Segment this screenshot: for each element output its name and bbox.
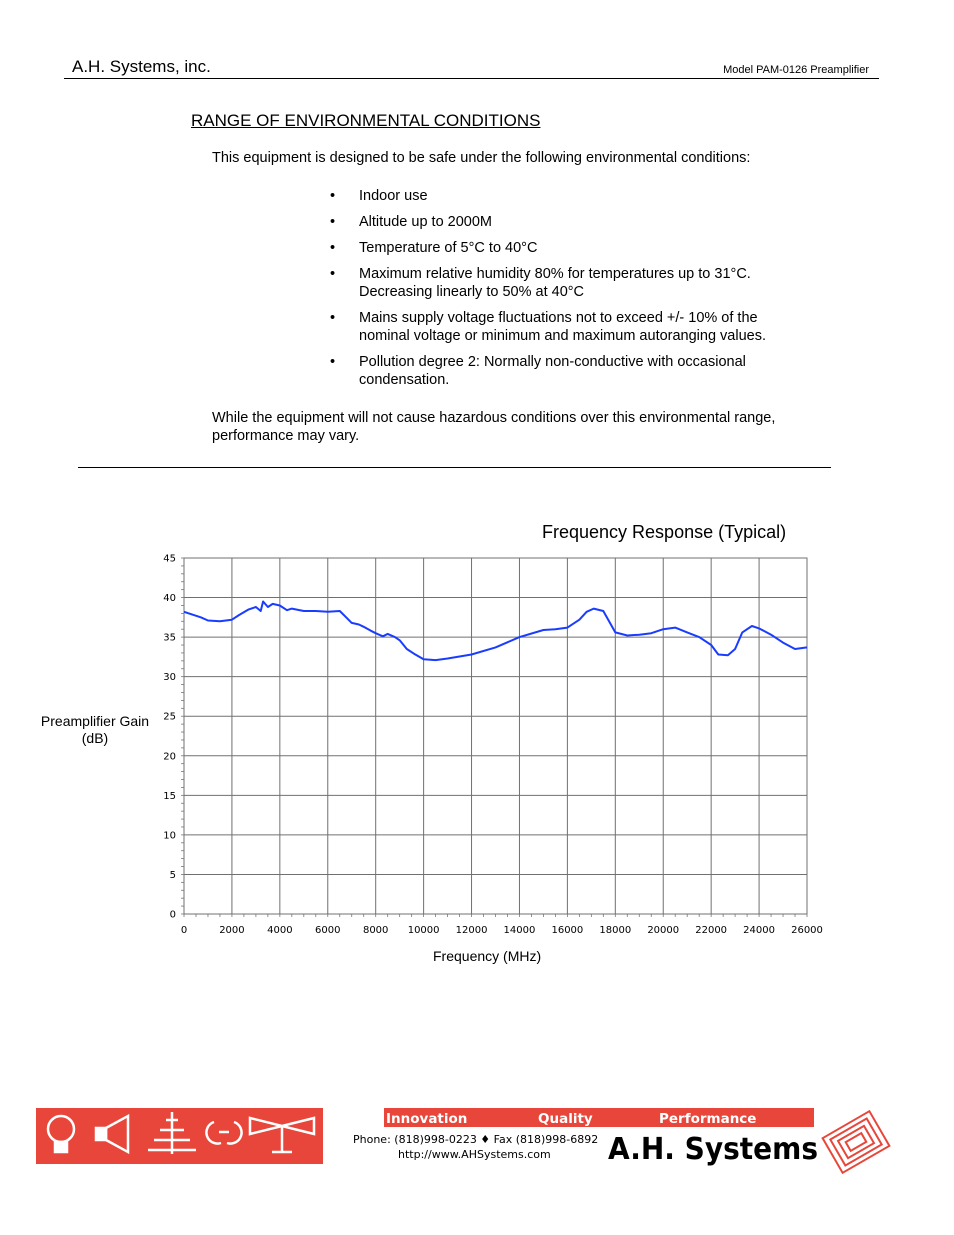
- plot-area: [184, 558, 807, 914]
- footer-brand-name: A.H. Systems: [608, 1132, 818, 1167]
- section-closing-text: While the equipment will not cause hazardous conditions over this environmental range, performance may vary.: [212, 410, 776, 444]
- footer-banner: [36, 1108, 906, 1183]
- slogan-innovation: Innovation: [386, 1111, 468, 1127]
- bullet-icon: •: [330, 354, 336, 370]
- y-tick-label: 15: [163, 790, 176, 802]
- brand-spiral-logo-icon: [823, 1111, 890, 1173]
- header-model-name: Model PAM-0126 Preamplifier: [723, 64, 869, 76]
- chart-title: Frequency Response (Typical): [542, 522, 787, 542]
- y-tick-label: 25: [163, 711, 176, 723]
- header-company-name: A.H. Systems, inc.: [72, 57, 211, 76]
- x-tick-label: 16000: [551, 925, 584, 936]
- bullet-icon: •: [330, 240, 336, 256]
- y-tick-label: 20: [163, 751, 176, 763]
- y-tick-label: 0: [169, 909, 176, 921]
- x-tick-label: 26000: [791, 925, 823, 936]
- x-tick-label: 20000: [647, 925, 680, 936]
- x-tick-label: 10000: [407, 925, 440, 936]
- x-tick-label: 18000: [599, 925, 632, 936]
- x-tick-label: 2000: [219, 925, 245, 936]
- y-tick-label: 5: [169, 869, 176, 881]
- footer-website-link[interactable]: http://www.AHSystems.com: [398, 1148, 551, 1161]
- y-tick-label: 35: [163, 632, 176, 644]
- list-item-text: Pollution degree 2: Normally non-conductive with occasional condensation.: [359, 354, 746, 388]
- bullet-icon: •: [330, 214, 336, 230]
- y-tick-label: 30: [163, 672, 176, 684]
- slogan-quality: Quality: [538, 1111, 593, 1127]
- x-tick-label: 22000: [695, 925, 728, 936]
- chart-y-axis-label: Preamplifier Gain (dB): [40, 713, 150, 746]
- bullet-icon: •: [330, 266, 336, 282]
- list-item-text: Maximum relative humidity 80% for temperatures up to 31°C. Decreasing linearly to 50% at 40°C: [359, 266, 751, 300]
- y-tick-label: 45: [163, 553, 176, 565]
- x-tick-label: 8000: [362, 925, 389, 936]
- list-item-text: Temperature of 5°C to 40°C: [359, 240, 538, 256]
- list-item-text: Mains supply voltage fluctuations not to exceed +/- 10% of the nominal voltage or minimum and maximum autoranging values.: [359, 310, 766, 344]
- bullet-icon: •: [330, 188, 336, 204]
- footer-icon-panel: [36, 1108, 323, 1164]
- section-intro: This equipment is designed to be safe under the following environmental conditions:: [212, 150, 751, 166]
- section-title: RANGE OF ENVIRONMENTAL CONDITIONS: [191, 111, 541, 130]
- x-tick-label: 12000: [455, 925, 488, 936]
- x-tick-label: 0: [180, 925, 188, 936]
- x-tick-label: 6000: [315, 925, 341, 936]
- slogan-performance: Performance: [659, 1111, 757, 1127]
- x-tick-label: 4000: [267, 925, 293, 936]
- y-tick-label: 40: [163, 593, 176, 605]
- bullet-icon: •: [330, 310, 336, 326]
- footer-phone-fax: Phone: (818)998-0223 ♦ Fax (818)998-6892: [353, 1133, 599, 1146]
- chart-x-axis-label: Frequency (MHz): [433, 948, 542, 964]
- list-item-text: Altitude up to 2000M: [359, 214, 493, 230]
- x-tick-label: 14000: [503, 925, 536, 936]
- x-tick-label: 24000: [743, 925, 775, 936]
- y-tick-label: 10: [163, 830, 176, 842]
- list-item-text: Indoor use: [359, 188, 428, 204]
